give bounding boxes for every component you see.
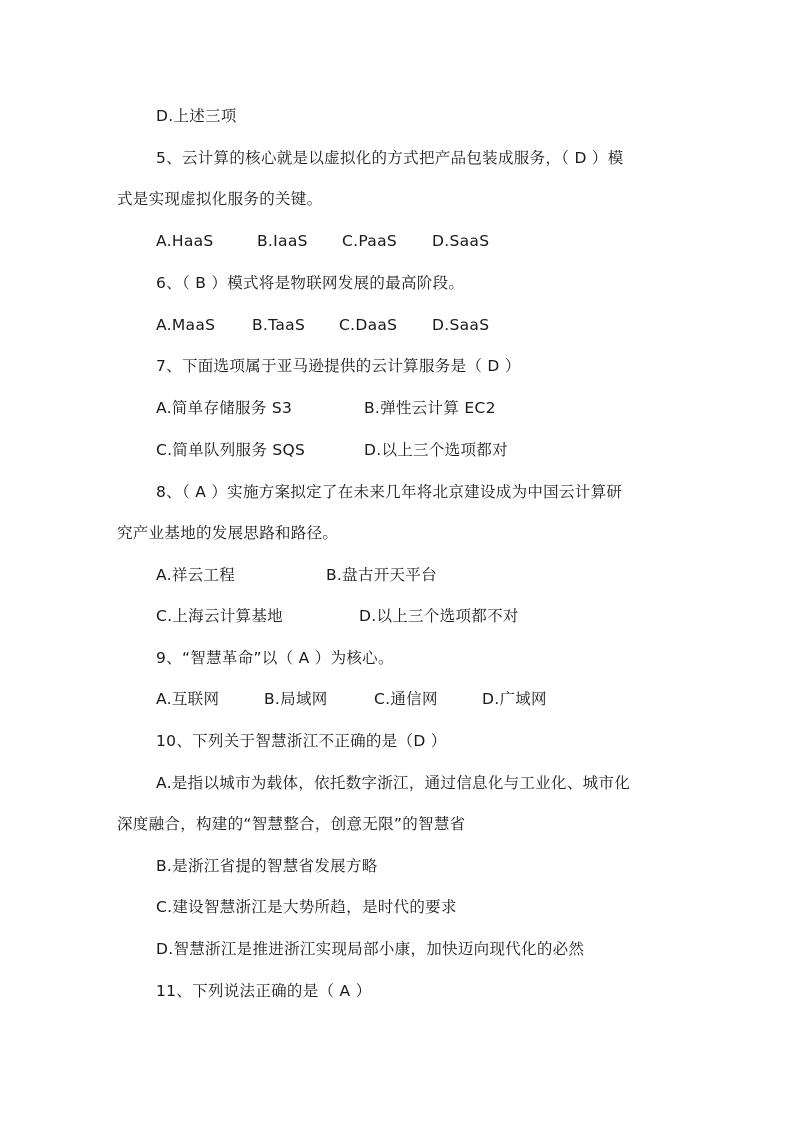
q8-stem-line2: 究产业基地的发展思路和路径。 — [117, 524, 339, 542]
q5-option-c: C.PaaS — [342, 232, 398, 250]
q6-option-b: B.TaaS — [252, 316, 306, 334]
q10-option-a-line2: 深度融合，构建的“智慧整合，创意无限”的智慧省 — [117, 815, 466, 833]
q6-option-a: A.MaaS — [156, 316, 216, 334]
q7-stem: 7、下面选项属于亚马逊提供的云计算服务是（ D ） — [156, 357, 521, 375]
q5-stem-line2: 式是实现虚拟化服务的关键。 — [117, 190, 323, 208]
q10-option-b: B.是浙江省提的智慧省发展方略 — [156, 857, 378, 875]
q7-option-c: C.简单队列服务 SQS — [156, 441, 306, 459]
q6-option-d: D.SaaS — [432, 316, 490, 334]
q8-option-c: C.上海云计算基地 — [156, 607, 283, 625]
q8-stem-line1: 8、（ A ）实施方案拟定了在未来几年将北京建设成为中国云计算研 — [156, 483, 623, 501]
q6-stem: 6、（ B ）模式将是物联网发展的最高阶段。 — [156, 274, 465, 292]
q8-option-b: B.盘古开天平台 — [326, 566, 437, 584]
q7-option-b: B.弹性云计算 EC2 — [364, 399, 496, 417]
q8-option-d: D.以上三个选项都不对 — [359, 607, 519, 625]
q5-stem-line1: 5、云计算的核心就是以虚拟化的方式把产品包装成服务，（ D ）模 — [156, 149, 624, 167]
q7-option-a: A.简单存储服务 S3 — [156, 399, 293, 417]
q9-option-b: B.局域网 — [264, 690, 328, 708]
q10-option-a-line1: A.是指以城市为载体，依托数字浙江，通过信息化与工业化、城市化 — [156, 774, 631, 792]
q7-option-d: D.以上三个选项都对 — [364, 441, 508, 459]
q5-option-d: D.SaaS — [432, 232, 490, 250]
q10-option-d: D.智慧浙江是推进浙江实现局部小康，加快迈向现代化的必然 — [156, 940, 585, 958]
q5-option-b: B.IaaS — [257, 232, 308, 250]
q9-option-d: D.广域网 — [482, 690, 547, 708]
q10-option-c: C.建设智慧浙江是大势所趋，是时代的要求 — [156, 898, 457, 916]
q9-option-c: C.通信网 — [374, 690, 438, 708]
q11-stem: 11、下列说法正确的是（ A ） — [156, 982, 372, 1000]
q8-option-a: A.祥云工程 — [156, 566, 236, 584]
q5-option-a: A.HaaS — [156, 232, 214, 250]
q9-stem: 9、“智慧革命”以（ A ）为核心。 — [156, 649, 394, 667]
q4-option-d: D.上述三项 — [156, 107, 237, 125]
q6-option-c: C.DaaS — [339, 316, 398, 334]
q9-option-a: A.互联网 — [156, 690, 220, 708]
q10-stem: 10、下列关于智慧浙江不正确的是（D ） — [156, 732, 447, 750]
